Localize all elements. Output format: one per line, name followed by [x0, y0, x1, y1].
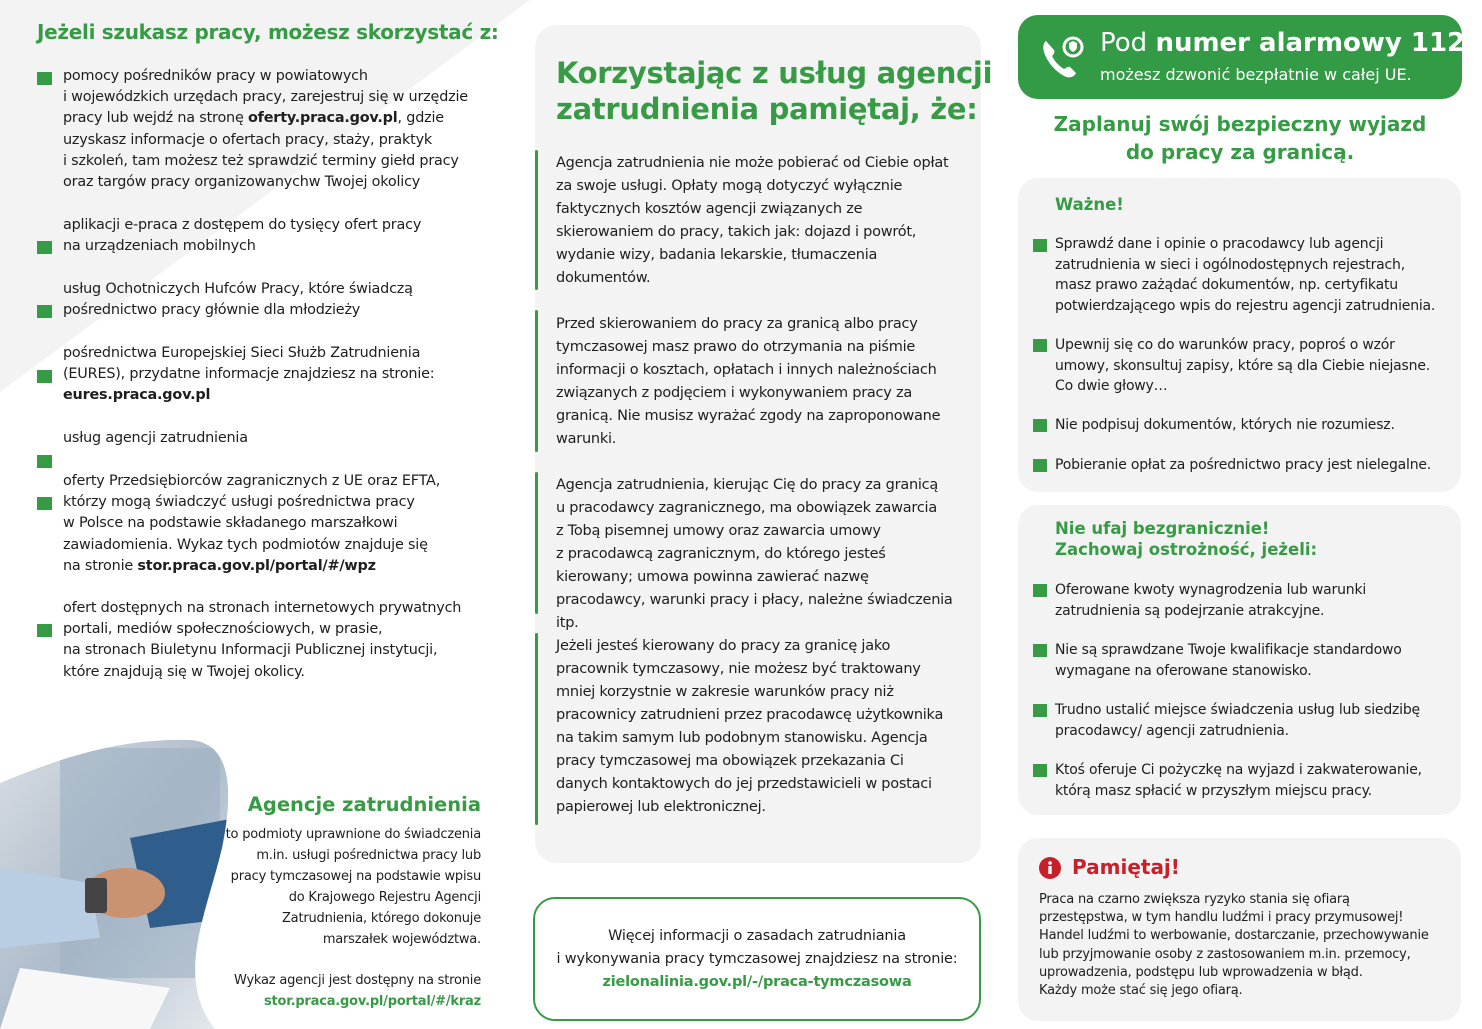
list-item: Trudno ustalić miejsce świadczenia usług lub siedzibę pracodawcy/ agencji zatrudnienia.	[1055, 702, 1420, 739]
agency-paragraph: Jeżeli jesteś kierowany do pracy za granicę jako pracownik tymczasowy, nie możesz być traktowany mniej korzystnie w zakresie warunków pracy niż pracownicy zatrudnieni przez pracodawcę użytkownika na takim samym lub podobnym stanowisku. Agencja pracy tymczasowej ma obowiązek przekazania Ci danych kontaktowych do jej przedstawicieli w postaci papierowej lub elektronicznej.	[556, 638, 944, 815]
info-text: Więcej informacji o zasadach zatrudniania i wykonywania pracy tymczasowej znajdziesz na stronie:	[556, 928, 958, 967]
distrust-panel	[1018, 505, 1461, 815]
paragraph-bar	[535, 310, 538, 452]
agencies-text: to podmioty uprawnione do świadczenia m.in. usługi pośrednictwa pracy lub pracy tymczasowej na podstawie wpisu do Krajowego Rejestru Agencji Zatrudnienia, którego dokonuje marszałek województwa.	[225, 827, 481, 947]
link-oferty[interactable]: oferty.praca.gov.pl	[248, 110, 398, 127]
agency-paragraph: Agencja zatrudnienia, kierując Cię do pracy za granicą u pracodawcy zagranicznego, ma obowiązek zawarcia z Tobą pisemnej umowy oraz zawarcia umowy z pracodawcą zagranicznym, do którego jesteś kierowany; umowa powinna zawierać nazwę pracodawcy, warunki pracy i płacy, należne świadczenia itp.	[556, 477, 953, 631]
bullet-icon	[1033, 764, 1047, 777]
list-item: usług agencji zatrudnienia	[63, 430, 248, 446]
paragraph-bar	[535, 472, 538, 614]
distrust-title: Nie ufaj bezgranicznie! Zachowaj ostrożność, jeżeli:	[1055, 519, 1318, 559]
list-item: Pobieranie opłat za pośrednictwo pracy jest nielegalne.	[1055, 457, 1432, 473]
bullet-icon	[1033, 459, 1047, 472]
left-title: Jeżeli szukasz pracy, możesz skorzystać z:	[37, 20, 499, 44]
bullet-icon	[1033, 644, 1047, 657]
link-kraz[interactable]: stor.praca.gov.pl/portal/#/kraz	[263, 994, 481, 1009]
agencies-title: Agencje zatrudnienia	[247, 793, 481, 816]
banner-title: Pod numer alarmowy 112	[1100, 28, 1466, 58]
banner-subtitle: możesz dzwonić bezpłatnie w całej UE.	[1100, 65, 1412, 84]
important-panel	[1018, 178, 1461, 492]
emergency-banner	[1018, 15, 1466, 99]
link-wpz[interactable]: stor.praca.gov.pl/portal/#/wpz	[137, 557, 376, 574]
bullet-icon	[37, 305, 52, 318]
info-icon	[1039, 857, 1061, 879]
important-title: Ważne!	[1055, 195, 1124, 214]
phone-shield-icon	[1040, 35, 1086, 81]
list-item: Oferowane kwoty wynagrodzenia lub warunki zatrudnienia są podejrzanie atrakcyjne.	[1055, 582, 1367, 619]
remember-text: Praca na czarno zwiększa ryzyko stania się ofiarą przestępstwa, w tym handlu ludźmi i pracy przymusowej! Handel ludźmi to werbowanie, dostarczanie, przechowywanie lub przyjmowanie osoby z zastosowaniem m.in. przemocy, uprowadzenia, podstępu lub wprowadzenia w błąd. Każdy może stać się jego ofiarą.	[1039, 892, 1429, 999]
agency-paragraph: Agencja zatrudnienia nie może pobierać od Ciebie opłat za swoje usługi. Opłaty mogą dotyczyć wyłącznie faktycznych kosztów agencji związanych ze skierowaniem do pracy, takich jak: dojazd i powrót, wydanie wizy, badania lekarskie, tłumaczenia dokumentów.	[556, 155, 949, 286]
bullet-icon	[37, 624, 52, 637]
agencies-list-text: Wykaz agencji jest dostępny na stronie	[234, 973, 481, 988]
list-item: Ktoś oferuje Ci pożyczkę na wyjazd i zakwaterowanie, którą masz spłacić w przyszłym miejscu pracy.	[1055, 762, 1422, 799]
info-box	[533, 897, 981, 1021]
list-item: oferty Przedsiębiorców zagranicznych z UE oraz EFTA, którzy mogą świadczyć usługi pośrednictwa pracy w Polsce na podstawie składanego marszałkowi zawiadomienia. Wykaz tych podmiotów znajduje się na stronie stor.praca.gov.pl/portal/#/wpz	[63, 473, 441, 574]
list-item: aplikacji e-praca z dostępem do tysięcy ofert pracy na urządzeniach mobilnych	[63, 217, 422, 255]
bullet-icon	[1033, 704, 1047, 717]
remember-panel	[1018, 838, 1461, 1021]
list-item: ofert dostępnych na stronach internetowych prywatnych portali, mediów społecznościowych, w prasie, na stronach Biuletynu Informacji Publicznej instytucji, które znajdują się w Twojej okolicy.	[63, 600, 462, 680]
list-item: usług Ochotniczych Hufców Pracy, które świadczą pośrednictwo pracy głównie dla młodzieży	[63, 281, 413, 319]
paragraph-bar	[535, 633, 538, 825]
bullet-icon	[37, 455, 52, 468]
bullet-icon	[1033, 239, 1047, 252]
bullet-icon	[1033, 584, 1047, 597]
list-item: Nie podpisuj dokumentów, których nie rozumiesz.	[1055, 417, 1395, 433]
bullet-icon	[37, 370, 52, 383]
agency-panel-title: Korzystając z usług agencji zatrudnienia pamiętaj, że:	[556, 56, 993, 126]
link-zielonalinia[interactable]: zielonalinia.gov.pl/-/praca-tymczasowa	[602, 974, 912, 990]
list-item: pośrednictwa Europejskiej Sieci Służb Zatrudnienia (EURES), przydatne informacje znajdziesz na stronie: eures.praca.gov.pl	[63, 345, 435, 404]
agency-paragraph: Przed skierowaniem do pracy za granicą albo pracy tymczasowej masz prawo do otrzymania na piśmie informacji o kosztach, opłatach i innych należnościach związanych z podjęciem i wykonywaniem pracy za granicą. Nie musisz wyrażać zgody na zaproponowane warunki.	[556, 316, 941, 447]
remember-title: Pamiętaj!	[1072, 855, 1180, 879]
bullet-icon	[1033, 419, 1047, 432]
list-item: Upewnij się co do warunków pracy, poproś o wzór umowy, skonsultuj zapisy, które są dla Ciebie niejasne. Co dwie głowy…	[1055, 337, 1430, 394]
right-subtitle: Zaplanuj swój bezpieczny wyjazd do pracy za granicą.	[1053, 112, 1427, 164]
link-eures[interactable]: eures.praca.gov.pl	[63, 387, 211, 404]
paragraph-bar	[535, 150, 538, 290]
list-item: Sprawdź dane i opinie o pracodawcy lub agencji zatrudnienia w sieci i ogólnodostępnych rejestrach, masz prawo zażądać dokumentów, np. certyfikatu potwierdzającego wpis do rejestru agencji zatrudnienia.	[1055, 236, 1436, 314]
bullet-icon	[37, 241, 52, 254]
bullet-icon	[1033, 339, 1047, 352]
list-item: pomocy pośredników pracy w powiatowych i wojewódzkich urzędach pracy, zarejestruj się w urzędzie pracy lub wejdź na stronę oferty.praca.gov.pl, gdzie uzyskasz informacje o ofertach pracy, staży, praktyk i szkoleń, tam możesz też sprawdzić terminy giełd pracy oraz targów pracy organizowanychw Twojej okolicy	[63, 68, 468, 191]
bullet-icon	[37, 72, 52, 85]
bullet-icon	[37, 497, 52, 510]
list-item: Nie są sprawdzane Twoje kwalifikacje standardowo wymagane na oferowane stanowisko.	[1055, 642, 1402, 679]
